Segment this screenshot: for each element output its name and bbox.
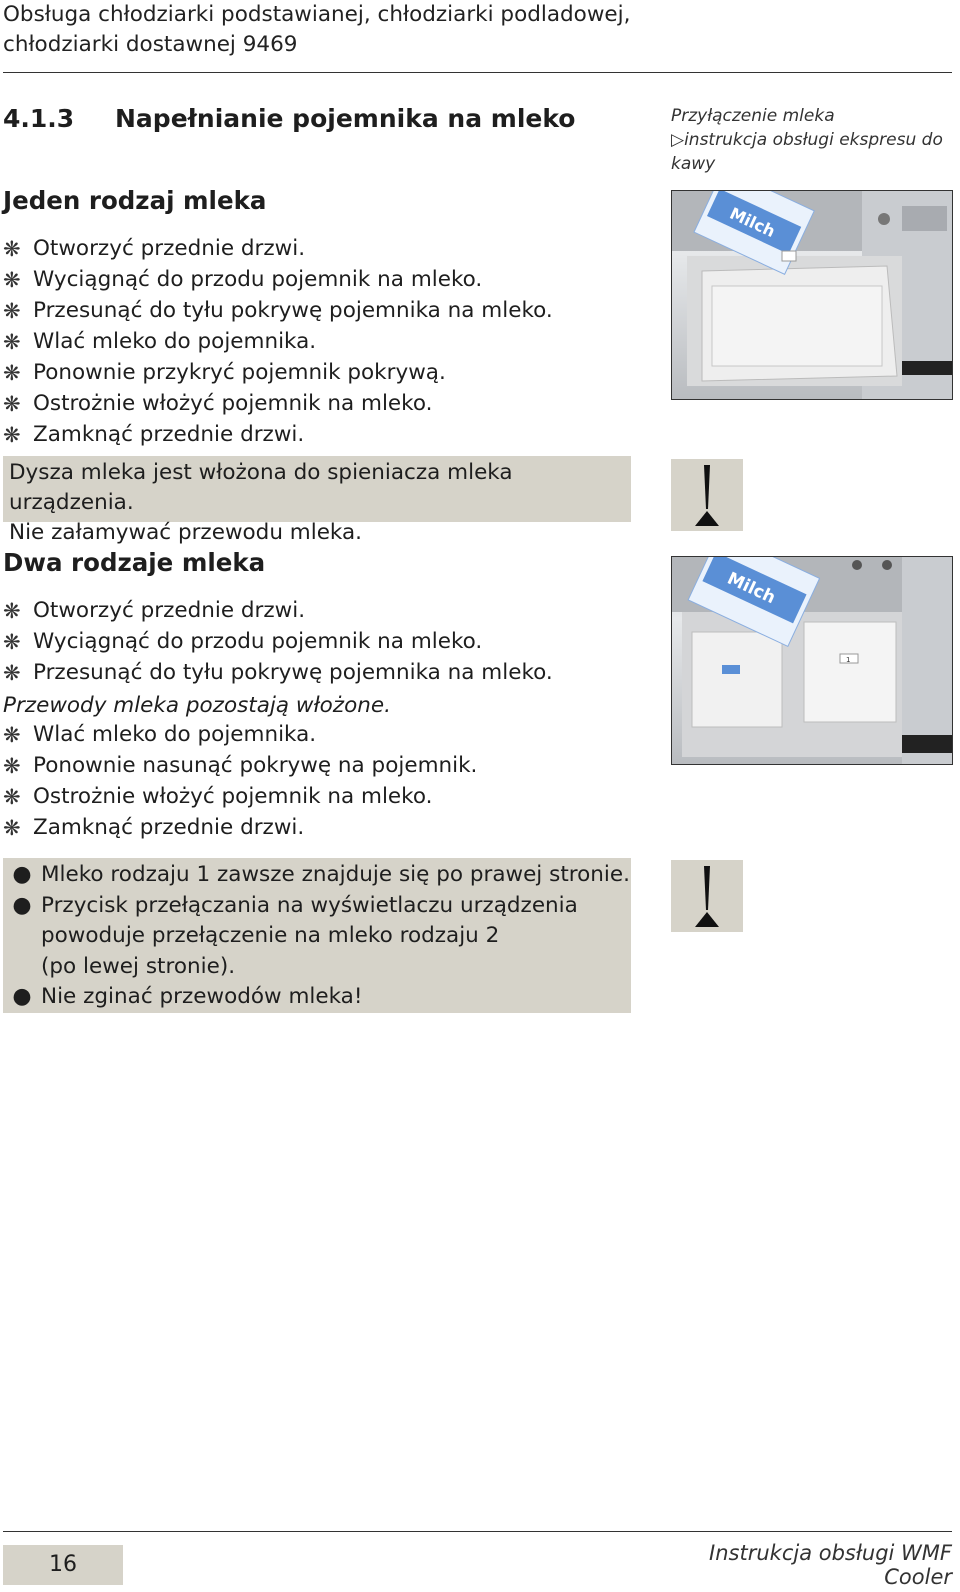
list-item: ❋ Przesunąć do tyłu pokrywę pojemnika na mleko. [3, 660, 553, 685]
carton-label: Milch [724, 568, 779, 609]
heading-two-milk: Dwa rodzaje mleka [3, 548, 266, 577]
list-item: ❋ Otworzyć przednie drzwi. [3, 598, 306, 623]
sidebar-caption [671, 104, 951, 176]
list-item: ❋ Zamknąć przednie drzwi. [3, 815, 305, 840]
step-asterisk-icon: ❋ [3, 236, 21, 261]
step-asterisk-icon: ❋ [3, 329, 21, 354]
steps-one-milk [3, 233, 643, 450]
step-asterisk-icon: ❋ [3, 422, 21, 447]
note-line-1: Dysza mleka jest włożona do spieniacza mleka urządzenia. [9, 460, 513, 515]
step-asterisk-icon: ❋ [3, 784, 21, 809]
heading-one-milk: Jeden rodzaj mleka [3, 186, 267, 215]
bullet-dot-icon: ● [12, 984, 32, 1009]
milk-container-image [672, 191, 953, 400]
page-number: 16 [49, 1552, 77, 1577]
list-item: ❋ Wyciągnąć do przodu pojemnik na mleko. [3, 267, 483, 292]
section-title: Napełnianie pojemnika na mleko [115, 104, 576, 133]
step-asterisk-icon: ❋ [3, 598, 21, 623]
step-asterisk-icon: ❋ [3, 298, 21, 323]
caption-cross-reference[interactable] [671, 128, 951, 152]
running-header [3, 0, 643, 60]
caption-line-3: kawy [671, 154, 716, 174]
bullet-item: ● Nie zginać przewodów mleka! [3, 982, 631, 1013]
footer-rule [3, 1531, 952, 1532]
bullet-dot-icon: ● [12, 892, 32, 918]
carton-label: Milch [726, 203, 779, 242]
note-box-two-milk [3, 858, 631, 1013]
step-asterisk-icon: ❋ [3, 815, 21, 840]
section-number: 4.1.3 [3, 104, 75, 133]
note-box-one-milk [3, 456, 631, 545]
step-asterisk-icon: ❋ [3, 391, 21, 416]
container-label-1: 1 [846, 656, 851, 664]
step-asterisk-icon: ❋ [3, 267, 21, 292]
italic-note: Przewody mleka pozostają włożone. [3, 693, 391, 718]
triangle-right-icon: ▷ [671, 130, 685, 150]
list-item: ❋ Przesunąć do tyłu pokrywę pojemnika na mleko. [3, 298, 553, 323]
exclamation-icon [671, 860, 743, 932]
photo-single-milk-container [671, 190, 953, 400]
bullet-item: ● Mleko rodzaju 1 zawsze znajduje się po prawej stronie. [3, 860, 631, 891]
steps-two-milk-b [3, 719, 643, 843]
list-item: ❋ Ostrożnie włożyć pojemnik na mleko. [3, 391, 433, 416]
step-asterisk-icon: ❋ [3, 660, 21, 685]
step-asterisk-icon: ❋ [3, 629, 21, 654]
two-containers-image [672, 557, 953, 765]
running-header-line-1: Obsługa chłodziarki podstawianej, chłodziarki podladowej, [3, 2, 631, 27]
photo-two-milk-containers [671, 556, 953, 765]
caption-line-1: Przyłączenie mleka [671, 106, 835, 126]
bullet-list [3, 858, 631, 1015]
bullet-dot-icon: ● [12, 862, 32, 887]
warning-box-2 [671, 860, 743, 932]
list-item: ❋ Wlać mleko do pojemnika. [3, 722, 317, 747]
footer-title: Instrukcja obsługi WMF Cooler [709, 1541, 952, 1589]
header-rule [3, 72, 952, 73]
bullet-item: ● Przycisk przełączania na wyświetlaczu urządzenia powoduje przełączenie na mleko rodzaju 2 (po lewej stronie). [3, 891, 631, 983]
steps-two-milk-a [3, 595, 643, 688]
list-item: ❋ Wyciągnąć do przodu pojemnik na mleko. [3, 629, 483, 654]
list-item: ❋ Wlać mleko do pojemnika. [3, 329, 317, 354]
exclamation-icon [671, 459, 743, 531]
note-line-2: Nie załamywać przewodu mleka. [9, 520, 363, 545]
list-item: ❋ Ostrożnie włożyć pojemnik na mleko. [3, 784, 433, 809]
list-item: ❋ Ponownie przykryć pojemnik pokrywą. [3, 360, 446, 385]
list-item: ❋ Zamknąć przednie drzwi. [3, 422, 305, 447]
list-item: ❋ Otworzyć przednie drzwi. [3, 236, 306, 261]
step-asterisk-icon: ❋ [3, 753, 21, 778]
step-asterisk-icon: ❋ [3, 722, 21, 747]
step-asterisk-icon: ❋ [3, 360, 21, 385]
warning-box-1 [671, 459, 743, 531]
list-item: ❋ Ponownie nasunąć pokrywę na pojemnik. [3, 753, 478, 778]
caption-line-2: instrukcja obsługi ekspresu do [684, 130, 943, 150]
running-header-line-2: chłodziarki dostawnej 9469 [3, 32, 298, 57]
